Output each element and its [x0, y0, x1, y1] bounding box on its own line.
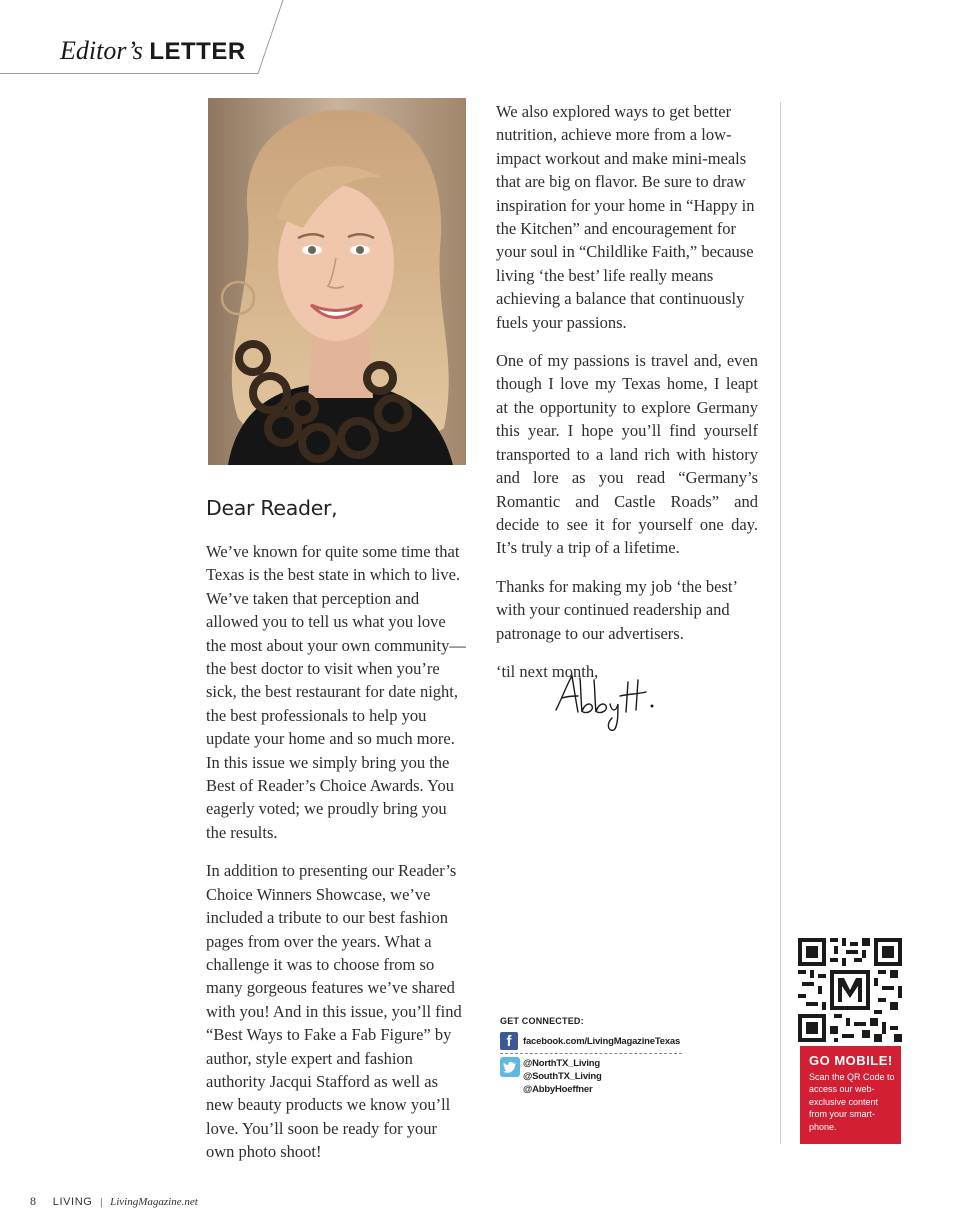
section-title: [60, 35, 246, 68]
column-divider: [780, 102, 781, 1144]
qr-code[interactable]: [798, 938, 902, 1042]
divider: [500, 1053, 682, 1054]
go-mobile-title: GO MOBILE!: [809, 1053, 893, 1068]
twitter-handle[interactable]: @AbbyHoeffner: [523, 1084, 593, 1095]
paragraph: Thanks for making my job ‘the best’ with your continued readership and patronage to our advertisers.: [496, 576, 737, 643]
footer-separator: |: [100, 1196, 103, 1208]
closing-line: ‘til next month,: [496, 661, 599, 681]
twitter-icon: [500, 1057, 520, 1077]
section-title-italic: Editor’s: [60, 36, 143, 65]
get-connected-title: GET CONNECTED:: [500, 1016, 584, 1026]
twitter-handle[interactable]: @NorthTX_Living: [523, 1058, 600, 1069]
twitter-handles: [523, 1057, 602, 1096]
facebook-icon: f: [500, 1032, 518, 1050]
paragraph: One of my passions is travel and, even though I love my Texas home, I leapt at the opportunity to explore Germany this year. I hope you’ll find yourself transported to a land rich with history and lore as you read “Germany’s Romantic and Castle Roads” and decide to see it for yourself one day. It’s truly a trip of a lifetime.: [496, 351, 758, 558]
page-footer: [30, 1194, 198, 1209]
letter-column-left: [206, 540, 468, 1179]
twitter-handle[interactable]: @SouthTX_Living: [523, 1071, 602, 1082]
salutation: Dear Reader,: [206, 496, 338, 520]
editor-photo: [208, 98, 466, 465]
go-mobile-text: Scan the QR Code to access our web-exclusive content from your smart-phone.: [809, 1072, 895, 1132]
facebook-link[interactable]: facebook.com/LivingMagazineTexas: [523, 1035, 681, 1047]
go-mobile-box: [800, 1046, 901, 1144]
letter-column-right: [496, 100, 758, 698]
magazine-brand: LIVING: [52, 1196, 93, 1208]
page-number: 8: [30, 1194, 36, 1208]
website-link[interactable]: LivingMagazine.net: [110, 1196, 198, 1208]
section-header: [0, 0, 300, 74]
twitter-row: [500, 1057, 682, 1096]
paragraph: In addition to presenting our Reader’s Choice Winners Showcase, we’ve included a tribute to our best fashion pages from over the years. What a challenge it was to choose from so many gorgeous features we’ve shared with you! And in this issue, you’ll find “Best Ways to Fake a Fab Figure” by author, style expert and fashion authority Jacqui Stafford as well as new beauty products we know you’ll love. You’ll soon be ready for your own photo shoot!: [206, 861, 462, 1162]
get-connected-block: [500, 1016, 682, 1096]
paragraph: We’ve known for quite some time that Texas is the best state in which to live. We’ve taken that perception and allowed you to tell us what you love the most about your own community—the best doctor to visit when you’re sick, the best restaurant for date night, the best professionals to help you update your home and so much more. In this issue we simply bring you the Best of Reader’s Choice Awards. You eagerly voted; we proudly bring you the results.: [206, 542, 466, 842]
section-title-bold: LETTER: [149, 38, 246, 65]
paragraph: We also explored ways to get better nutrition, achieve more from a low-impact workout and make mini-meals that are big on flavor. Be sure to draw inspiration for your home in “Happy in the Kitchen” and encouragement for your soul in “Childlike Faith,” because living ‘the best’ life really means achieving a balance that continuously fuels your passions.: [496, 102, 755, 332]
handwritten-signature: [548, 668, 668, 738]
facebook-row[interactable]: [500, 1032, 682, 1050]
